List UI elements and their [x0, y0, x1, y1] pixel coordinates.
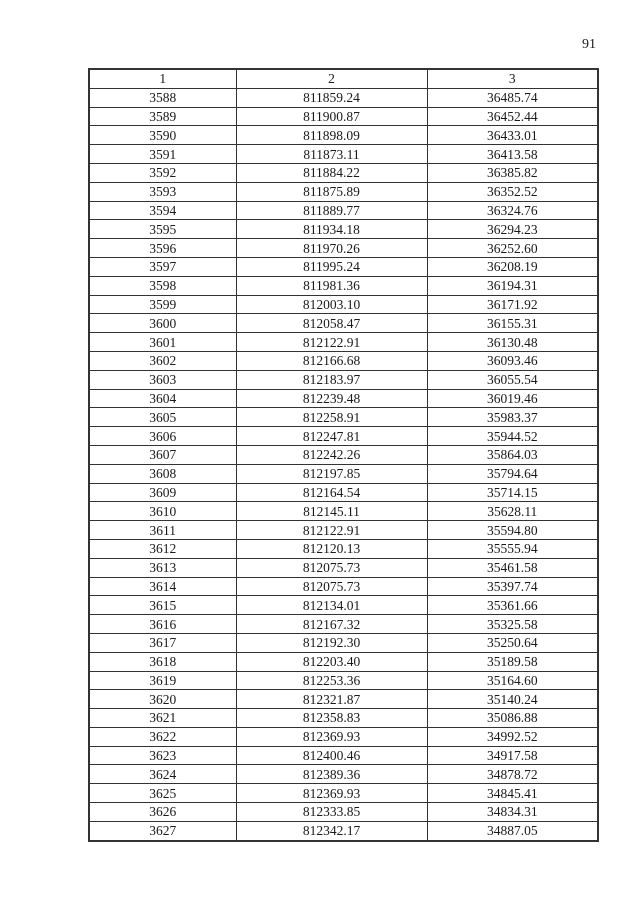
point-number-cell: 3608	[89, 464, 236, 483]
point-number-cell: 3610	[89, 502, 236, 521]
table-row	[89, 633, 598, 652]
point-number-cell: 3601	[89, 333, 236, 352]
point-number-cell: 3611	[89, 521, 236, 540]
point-number-cell: 3618	[89, 652, 236, 671]
x-coordinate-cell: 812120.13	[236, 539, 427, 558]
y-coordinate-cell: 36208.19	[427, 257, 598, 276]
x-coordinate-cell: 811884.22	[236, 163, 427, 182]
y-coordinate-cell: 36130.48	[427, 333, 598, 352]
table-row	[89, 163, 598, 182]
point-number-cell: 3595	[89, 220, 236, 239]
x-coordinate-cell: 811875.89	[236, 182, 427, 201]
table-row	[89, 389, 598, 408]
x-coordinate-cell: 812321.87	[236, 690, 427, 709]
page-number: 91	[582, 37, 596, 52]
point-number-cell: 3594	[89, 201, 236, 220]
table-body	[89, 88, 598, 840]
x-coordinate-cell: 811859.24	[236, 88, 427, 107]
point-number-cell: 3596	[89, 239, 236, 258]
x-coordinate-cell: 812183.97	[236, 370, 427, 389]
x-coordinate-cell: 811995.24	[236, 257, 427, 276]
x-coordinate-cell: 812122.91	[236, 521, 427, 540]
point-number-cell: 3627	[89, 821, 236, 840]
x-coordinate-cell: 812197.85	[236, 464, 427, 483]
x-coordinate-cell: 812203.40	[236, 652, 427, 671]
point-number-cell: 3603	[89, 370, 236, 389]
x-coordinate-cell: 812369.93	[236, 784, 427, 803]
point-number-cell: 3593	[89, 182, 236, 201]
table-row	[89, 333, 598, 352]
table-row	[89, 314, 598, 333]
y-coordinate-cell: 36413.58	[427, 145, 598, 164]
table-row	[89, 220, 598, 239]
x-coordinate-cell: 812003.10	[236, 295, 427, 314]
table-row	[89, 596, 598, 615]
x-coordinate-cell: 811970.26	[236, 239, 427, 258]
point-number-cell: 3609	[89, 483, 236, 502]
x-coordinate-cell: 812333.85	[236, 803, 427, 822]
table-row	[89, 351, 598, 370]
y-coordinate-cell: 34834.31	[427, 803, 598, 822]
y-coordinate-cell: 35628.11	[427, 502, 598, 521]
y-coordinate-cell: 34887.05	[427, 821, 598, 840]
x-coordinate-cell: 811873.11	[236, 145, 427, 164]
column-header-3: 3	[427, 69, 598, 88]
table-row	[89, 615, 598, 634]
x-coordinate-cell: 812122.91	[236, 333, 427, 352]
point-number-cell: 3604	[89, 389, 236, 408]
y-coordinate-cell: 36019.46	[427, 389, 598, 408]
y-coordinate-cell: 36324.76	[427, 201, 598, 220]
y-coordinate-cell: 35164.60	[427, 671, 598, 690]
table-row	[89, 690, 598, 709]
x-coordinate-cell: 812075.73	[236, 577, 427, 596]
point-number-cell: 3597	[89, 257, 236, 276]
y-coordinate-cell: 36485.74	[427, 88, 598, 107]
point-number-cell: 3607	[89, 445, 236, 464]
table-row	[89, 558, 598, 577]
y-coordinate-cell: 36055.54	[427, 370, 598, 389]
table-row	[89, 427, 598, 446]
table-row	[89, 483, 598, 502]
x-coordinate-cell: 812192.30	[236, 633, 427, 652]
point-number-cell: 3613	[89, 558, 236, 577]
table-row	[89, 821, 598, 840]
table-row	[89, 765, 598, 784]
point-number-cell: 3615	[89, 596, 236, 615]
point-number-cell: 3620	[89, 690, 236, 709]
table-row	[89, 671, 598, 690]
y-coordinate-cell: 35983.37	[427, 408, 598, 427]
x-coordinate-cell: 812369.93	[236, 727, 427, 746]
point-number-cell: 3612	[89, 539, 236, 558]
table-header-row	[89, 69, 598, 88]
y-coordinate-cell: 35461.58	[427, 558, 598, 577]
point-number-cell: 3614	[89, 577, 236, 596]
point-number-cell: 3619	[89, 671, 236, 690]
y-coordinate-cell: 35086.88	[427, 709, 598, 728]
y-coordinate-cell: 35250.64	[427, 633, 598, 652]
point-number-cell: 3617	[89, 633, 236, 652]
point-number-cell: 3623	[89, 746, 236, 765]
point-number-cell: 3626	[89, 803, 236, 822]
table-row	[89, 408, 598, 427]
y-coordinate-cell: 36155.31	[427, 314, 598, 333]
x-coordinate-cell: 812167.32	[236, 615, 427, 634]
y-coordinate-cell: 36171.92	[427, 295, 598, 314]
x-coordinate-cell: 812075.73	[236, 558, 427, 577]
x-coordinate-cell: 812058.47	[236, 314, 427, 333]
x-coordinate-cell: 812358.83	[236, 709, 427, 728]
y-coordinate-cell: 35325.58	[427, 615, 598, 634]
x-coordinate-cell: 811981.36	[236, 276, 427, 295]
y-coordinate-cell: 36452.44	[427, 107, 598, 126]
y-coordinate-cell: 35361.66	[427, 596, 598, 615]
table-row	[89, 182, 598, 201]
point-number-cell: 3622	[89, 727, 236, 746]
column-header-1: 1	[89, 69, 236, 88]
point-number-cell: 3598	[89, 276, 236, 295]
point-number-cell: 3625	[89, 784, 236, 803]
y-coordinate-cell: 36194.31	[427, 276, 598, 295]
table-row	[89, 784, 598, 803]
y-coordinate-cell: 35189.58	[427, 652, 598, 671]
table-row	[89, 577, 598, 596]
point-number-cell: 3590	[89, 126, 236, 145]
table-row	[89, 803, 598, 822]
table-row	[89, 295, 598, 314]
point-number-cell: 3588	[89, 88, 236, 107]
x-coordinate-cell: 811889.77	[236, 201, 427, 220]
table-row	[89, 746, 598, 765]
x-coordinate-cell: 812166.68	[236, 351, 427, 370]
y-coordinate-cell: 36352.52	[427, 182, 598, 201]
y-coordinate-cell: 35714.15	[427, 483, 598, 502]
point-number-cell: 3592	[89, 163, 236, 182]
y-coordinate-cell: 35397.74	[427, 577, 598, 596]
x-coordinate-cell: 811898.09	[236, 126, 427, 145]
point-number-cell: 3591	[89, 145, 236, 164]
x-coordinate-cell: 812258.91	[236, 408, 427, 427]
y-coordinate-cell: 36433.01	[427, 126, 598, 145]
y-coordinate-cell: 36093.46	[427, 351, 598, 370]
x-coordinate-cell: 812239.48	[236, 389, 427, 408]
point-number-cell: 3602	[89, 351, 236, 370]
y-coordinate-cell: 35944.52	[427, 427, 598, 446]
y-coordinate-cell: 34917.58	[427, 746, 598, 765]
point-number-cell: 3589	[89, 107, 236, 126]
table-row	[89, 539, 598, 558]
table-row	[89, 709, 598, 728]
table-row	[89, 652, 598, 671]
table-row	[89, 464, 598, 483]
x-coordinate-cell: 811900.87	[236, 107, 427, 126]
y-coordinate-cell: 36294.23	[427, 220, 598, 239]
y-coordinate-cell: 35140.24	[427, 690, 598, 709]
y-coordinate-cell: 36385.82	[427, 163, 598, 182]
x-coordinate-cell: 812389.36	[236, 765, 427, 784]
x-coordinate-cell: 812342.17	[236, 821, 427, 840]
y-coordinate-cell: 35594.80	[427, 521, 598, 540]
y-coordinate-cell: 35555.94	[427, 539, 598, 558]
table-row	[89, 502, 598, 521]
column-header-2: 2	[236, 69, 427, 88]
point-number-cell: 3621	[89, 709, 236, 728]
table-row	[89, 126, 598, 145]
x-coordinate-cell: 812253.36	[236, 671, 427, 690]
point-number-cell: 3606	[89, 427, 236, 446]
x-coordinate-cell: 812164.54	[236, 483, 427, 502]
table-row	[89, 239, 598, 258]
point-number-cell: 3616	[89, 615, 236, 634]
y-coordinate-cell: 34845.41	[427, 784, 598, 803]
table-row	[89, 145, 598, 164]
x-coordinate-cell: 812145.11	[236, 502, 427, 521]
y-coordinate-cell: 34992.52	[427, 727, 598, 746]
table-row	[89, 88, 598, 107]
y-coordinate-cell: 36252.60	[427, 239, 598, 258]
point-number-cell: 3600	[89, 314, 236, 333]
y-coordinate-cell: 35794.64	[427, 464, 598, 483]
table-row	[89, 521, 598, 540]
x-coordinate-cell: 812247.81	[236, 427, 427, 446]
y-coordinate-cell: 35864.03	[427, 445, 598, 464]
table-row	[89, 257, 598, 276]
table-row	[89, 445, 598, 464]
coordinates-table	[88, 68, 599, 842]
table-row	[89, 201, 598, 220]
point-number-cell: 3624	[89, 765, 236, 784]
point-number-cell: 3599	[89, 295, 236, 314]
point-number-cell: 3605	[89, 408, 236, 427]
table-row	[89, 370, 598, 389]
x-coordinate-cell: 811934.18	[236, 220, 427, 239]
table-row	[89, 727, 598, 746]
x-coordinate-cell: 812134.01	[236, 596, 427, 615]
table-row	[89, 276, 598, 295]
y-coordinate-cell: 34878.72	[427, 765, 598, 784]
x-coordinate-cell: 812400.46	[236, 746, 427, 765]
table-row	[89, 107, 598, 126]
x-coordinate-cell: 812242.26	[236, 445, 427, 464]
